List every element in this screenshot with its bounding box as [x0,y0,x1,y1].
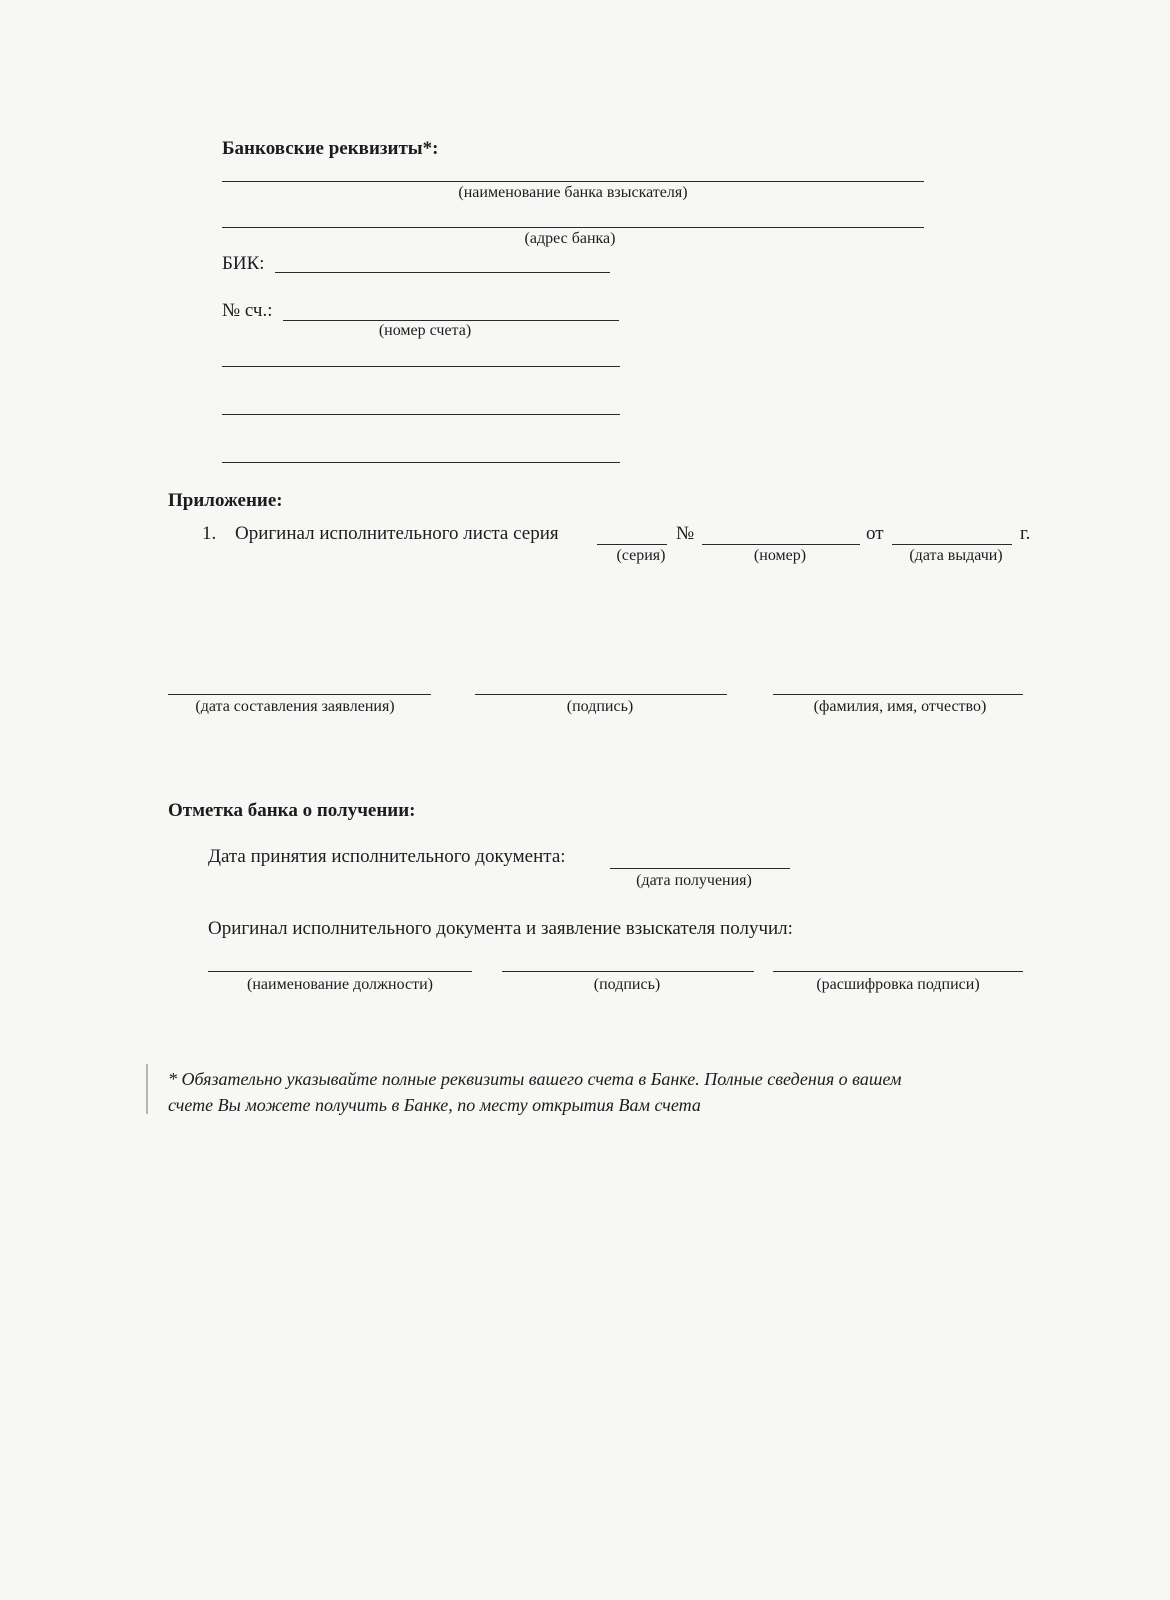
footnote-line-1: * Обязательно указывайте полные реквизиты вашего счета в Банке. Полные сведения о вашем [168,1069,902,1089]
issue-date-line[interactable] [892,544,1012,545]
bank-name-caption: (наименование банка взыскателя) [458,184,688,201]
bank-address-caption: (адрес банка) [524,230,616,247]
acceptance-date-caption: (дата получения) [636,872,752,889]
full-name-caption: (фамилия, имя, отчество) [813,698,987,715]
extra-line-3[interactable] [222,462,620,463]
extra-line-1[interactable] [222,366,620,367]
number-sign: № [676,523,695,544]
issue-date-caption: (дата выдачи) [909,547,1003,564]
acceptance-date-line[interactable] [610,868,790,869]
attachment-heading: Приложение: [168,490,283,511]
extra-line-2[interactable] [222,414,620,415]
full-name-line[interactable] [773,694,1023,695]
series-caption: (серия) [616,547,666,564]
application-date-caption: (дата составления заявления) [195,698,395,715]
signature-line[interactable] [475,694,727,695]
bik-label: БИК: [222,253,265,274]
attachment-item-number: 1. [202,523,217,544]
position-line[interactable] [208,971,472,972]
bank-address-line[interactable] [222,227,924,228]
from-label: от [866,523,884,544]
bank-details-heading: Банковские реквизиты*: [222,138,439,159]
position-caption: (наименование должности) [247,976,433,993]
account-line[interactable] [283,320,619,321]
year-suffix: г. [1020,523,1031,544]
account-label: № сч.: [222,300,273,321]
received-text: Оригинал исполнительного документа и заявление взыскателя получил: [208,918,793,939]
footnote-line-2: счете Вы можете получить в Банке, по месту открытия Вам счета [168,1095,701,1115]
receipt-signature-line[interactable] [502,971,754,972]
bank-receipt-heading: Отметка банка о получении: [168,800,416,821]
signature-decoding-caption: (расшифровка подписи) [816,976,980,993]
application-date-line[interactable] [168,694,431,695]
number-caption: (номер) [753,547,807,564]
receipt-signature-caption: (подпись) [593,976,661,993]
acceptance-date-label: Дата принятия исполнительного документа: [208,846,566,867]
series-line[interactable] [597,544,667,545]
attachment-item-text: Оригинал исполнительного листа серия [235,523,559,544]
bank-name-line[interactable] [222,181,924,182]
margin-mark [146,1064,148,1114]
signature-caption: (подпись) [566,698,634,715]
account-caption: (номер счета) [378,322,472,339]
signature-decoding-line[interactable] [773,971,1023,972]
bik-line[interactable] [275,272,610,273]
number-line[interactable] [702,544,860,545]
